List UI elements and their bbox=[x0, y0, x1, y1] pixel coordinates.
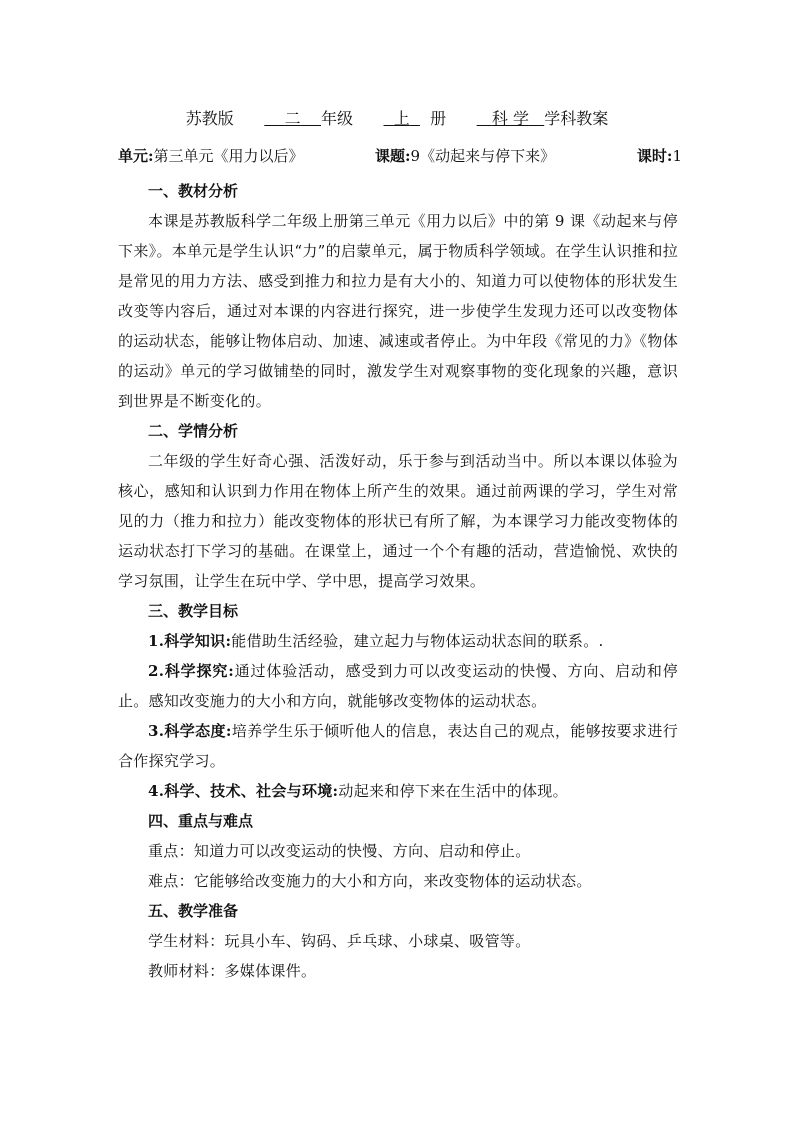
lesson-meta bbox=[118, 145, 682, 167]
section-heading-teaching-goals: 三、教学目标 bbox=[148, 602, 239, 620]
section-heading-key-difficult: 四、重点与难点 bbox=[148, 812, 254, 830]
goal-stse: 4.科学、技术、社会与环境:动起来和停下来在生活中的体现。 bbox=[148, 782, 568, 800]
difficult-point: 难点：它能够给改变施力的大小和方向，来改变物体的运动状态。 bbox=[148, 872, 592, 890]
document-body bbox=[118, 176, 678, 986]
volume-label: 册 bbox=[430, 109, 447, 128]
hours-key: 课时: bbox=[636, 147, 673, 165]
volume-value: 上 bbox=[393, 109, 410, 128]
student-analysis-text: 二年级的学生好奇心强、活泼好动，乐于参与到活动当中。所以本课以体验为核心，感知和认识到力作用在物体上所产生的效果。通过前两课的学习，学生对常见的力（推力和拉力）能改变物体的形状已有所了解，为本课学习力能改变物体的运动状态打下学习的基础。在课堂上，通过一个个有趣的活动，营造愉悦、欢快的学习氛围，让学生在玩中学、学中思，提高学习效果。 bbox=[118, 452, 678, 590]
unit-field bbox=[118, 145, 304, 166]
unit-key: 单元: bbox=[118, 147, 154, 165]
document-title bbox=[0, 106, 794, 129]
teacher-materials: 教师材料：多媒体课件。 bbox=[148, 962, 317, 980]
subject-label: 学科教案 bbox=[544, 109, 609, 128]
goal-knowledge: 1.科学知识:能借助生活经验，建立起力与物体运动状态间的联系。. bbox=[148, 632, 604, 650]
section-heading-student-analysis: 二、学情分析 bbox=[148, 422, 239, 440]
goal-inquiry: 2.科学探究:通过体验活动，感受到力可以改变运动的快慢、方向、启动和停止。感知改变施力的大小和方向，就能够改变物体的运动状态。 bbox=[118, 662, 679, 710]
unit-value: 第三单元《用力以后》 bbox=[153, 147, 304, 165]
goal-attitude: 3.科学态度:培养学生乐于倾听他人的信息，表达自己的观点，能够按要求进行合作探究学习。 bbox=[118, 722, 679, 770]
student-materials: 学生材料：玩具小车、钩码、乒乓球、小球桌、吸管等。 bbox=[148, 932, 531, 950]
topic-value: 9《动起来与停下来》 bbox=[410, 147, 556, 165]
topic-field bbox=[375, 145, 555, 166]
topic-key: 课题: bbox=[375, 147, 411, 165]
material-analysis-text: 本课是苏教版科学二年级上册第三单元《用力以后》中的第 9 课《动起来与停下来》。本单元是学生认识“力”的启蒙单元，属于物质科学领域。在学生认识推和拉是常见的用力方法、感受到推力和拉力是有大小的、知道力可以使物体的形状发生改变等内容后，通过对本课的内容进行探究，进一步使学生发现力还可以改变物体的运动状态，能够让物体启动、加速、减速或者停止。为中年段《常见的力》《物体的运动》单元的学习做铺垫的同时，激发学生对观察事物的变化现象的兴趣，意识到世界是不断变化的。 bbox=[118, 212, 678, 410]
publisher: 苏教版 bbox=[185, 109, 234, 128]
hours-field bbox=[637, 145, 682, 166]
section-heading-preparation: 五、教学准备 bbox=[148, 902, 239, 920]
subject-value: 科 学 bbox=[491, 109, 529, 128]
key-point: 重点：知道力可以改变运动的快慢、方向、启动和停止。 bbox=[148, 842, 531, 860]
section-heading-material-analysis: 一、教材分析 bbox=[148, 182, 239, 200]
grade-value: 二 bbox=[284, 109, 301, 128]
grade-label: 年级 bbox=[321, 109, 354, 128]
hours-value: 1 bbox=[672, 147, 682, 165]
